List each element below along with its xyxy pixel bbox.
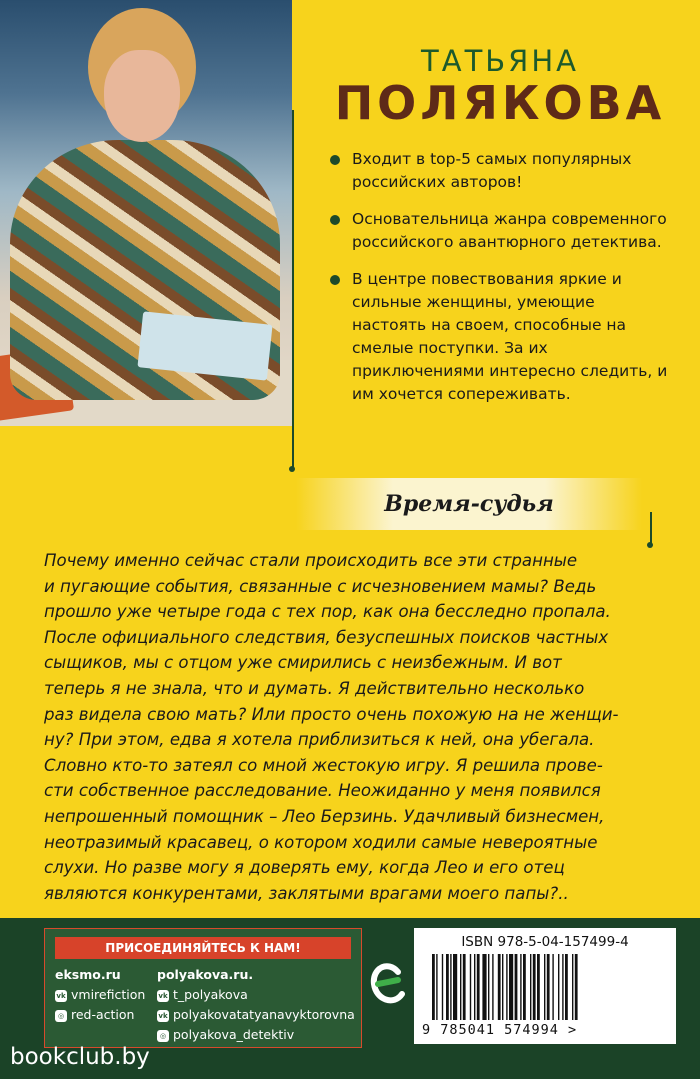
annotation-line: После официального следствия, безуспешных поисков частных: [44, 627, 609, 647]
bullet-item: Входит в top-5 самых популярных российских авторов!: [330, 148, 670, 194]
barcode-digits: 9 785041 574994 >: [422, 1022, 578, 1038]
annotation-line: Почему именно сейчас стали происходить все эти странные: [44, 551, 578, 570]
link-vk-vmirefiction[interactable]: vk vmirefiction: [56, 987, 146, 1002]
link-ig-red-action[interactable]: ◎ red-action: [55, 1005, 145, 1025]
annotation-line: являются конкурентами, заклятыми врагами моего папы?..: [44, 883, 569, 903]
annotation-line: Словно кто-то затеял со мной жестокую игру. Я решила прове-: [44, 755, 603, 775]
book-title: Время-судья: [384, 491, 554, 517]
link-polyakova[interactable]: polyakova.ru.: [157, 967, 254, 982]
book-annotation: [44, 548, 644, 906]
selling-points: [330, 148, 670, 420]
frame-line-right: [650, 512, 652, 546]
isbn-text: ISBN 978-5-04-157499-4: [461, 934, 629, 950]
link-ig-polyakova-detektiv[interactable]: ◎ polyakova_detektiv: [157, 1025, 355, 1045]
instagram-icon: ◎: [55, 1010, 67, 1022]
vk-icon: vk: [56, 991, 66, 1000]
annotation-line: прошло уже четыре года с тех пор, как она бесследно пропала.: [44, 602, 611, 622]
link-eksmo[interactable]: eksmo.ru: [55, 967, 121, 982]
annotation-line: теперь я не знала, что и думать. Я действительно несколько: [44, 678, 585, 698]
bullet-dot-icon: [330, 215, 340, 225]
annotation-line: слухи. Но разве могу я доверять ему, когда Лео и его отец: [44, 858, 565, 878]
annotation-line: сыщиков, мы с отцом уже смирились с неизбежным. И вот: [44, 653, 562, 673]
bullet-item: Основательница жанра современного российского авантюрного детектива.: [330, 208, 670, 254]
annotation-line: раз видела свою мать? Или просто очень похожую на не женщи-: [44, 704, 619, 724]
vk-icon: vk: [158, 1011, 168, 1020]
social-column-right: [157, 965, 355, 1045]
bullet-item: В центре повествования яркие и сильные женщины, умеющие настоять на своем, способные на смелые поступки. За их приключениями интересно следить, и им хочется сопереживать.: [330, 268, 670, 406]
author-last-name: ПОЛЯКОВА: [334, 76, 666, 130]
shop-watermark: bookclub.by: [10, 1044, 150, 1070]
link-vk-polyakovatatyanavyktorovna[interactable]: vk polyakovatatyanavyktorovna: [158, 1007, 355, 1022]
annotation-line: сти собственное расследование. Неожиданно у меня появился: [44, 781, 601, 801]
instagram-icon: ◎: [157, 1030, 169, 1042]
bullet-dot-icon: [330, 155, 340, 165]
annotation-line: ну? При этом, едва я хотела приблизиться к ней, она убегала.: [44, 730, 595, 750]
isbn-block: [414, 928, 676, 1044]
frame-dot-left: [289, 466, 295, 472]
social-block: [44, 928, 362, 1048]
annotation-line: неотразимый красавец, о котором ходили самые невероятные: [44, 832, 598, 852]
author-photo: [0, 0, 292, 426]
link-vk-t-polyakova[interactable]: vk t_polyakova: [158, 987, 248, 1002]
author-first-name: ТАТЬЯНА: [421, 44, 579, 78]
barcode-icon: [432, 954, 658, 1020]
social-header: ПРИСОЕДИНЯЙТЕСЬ К НАМ!: [55, 937, 351, 959]
social-column-left: [55, 965, 145, 1025]
frame-dot-right: [647, 542, 653, 548]
vk-icon: vk: [158, 991, 168, 1000]
annotation-line: непрошенный помощник – Лео Берзинь. Удачливый бизнесмен,: [44, 806, 605, 826]
annotation-line: и пугающие события, связанные с исчезновением мамы? Ведь: [44, 576, 597, 596]
bullet-dot-icon: [330, 275, 340, 285]
eksmo-logo-icon: [368, 958, 406, 1010]
frame-line-left: [292, 110, 294, 470]
